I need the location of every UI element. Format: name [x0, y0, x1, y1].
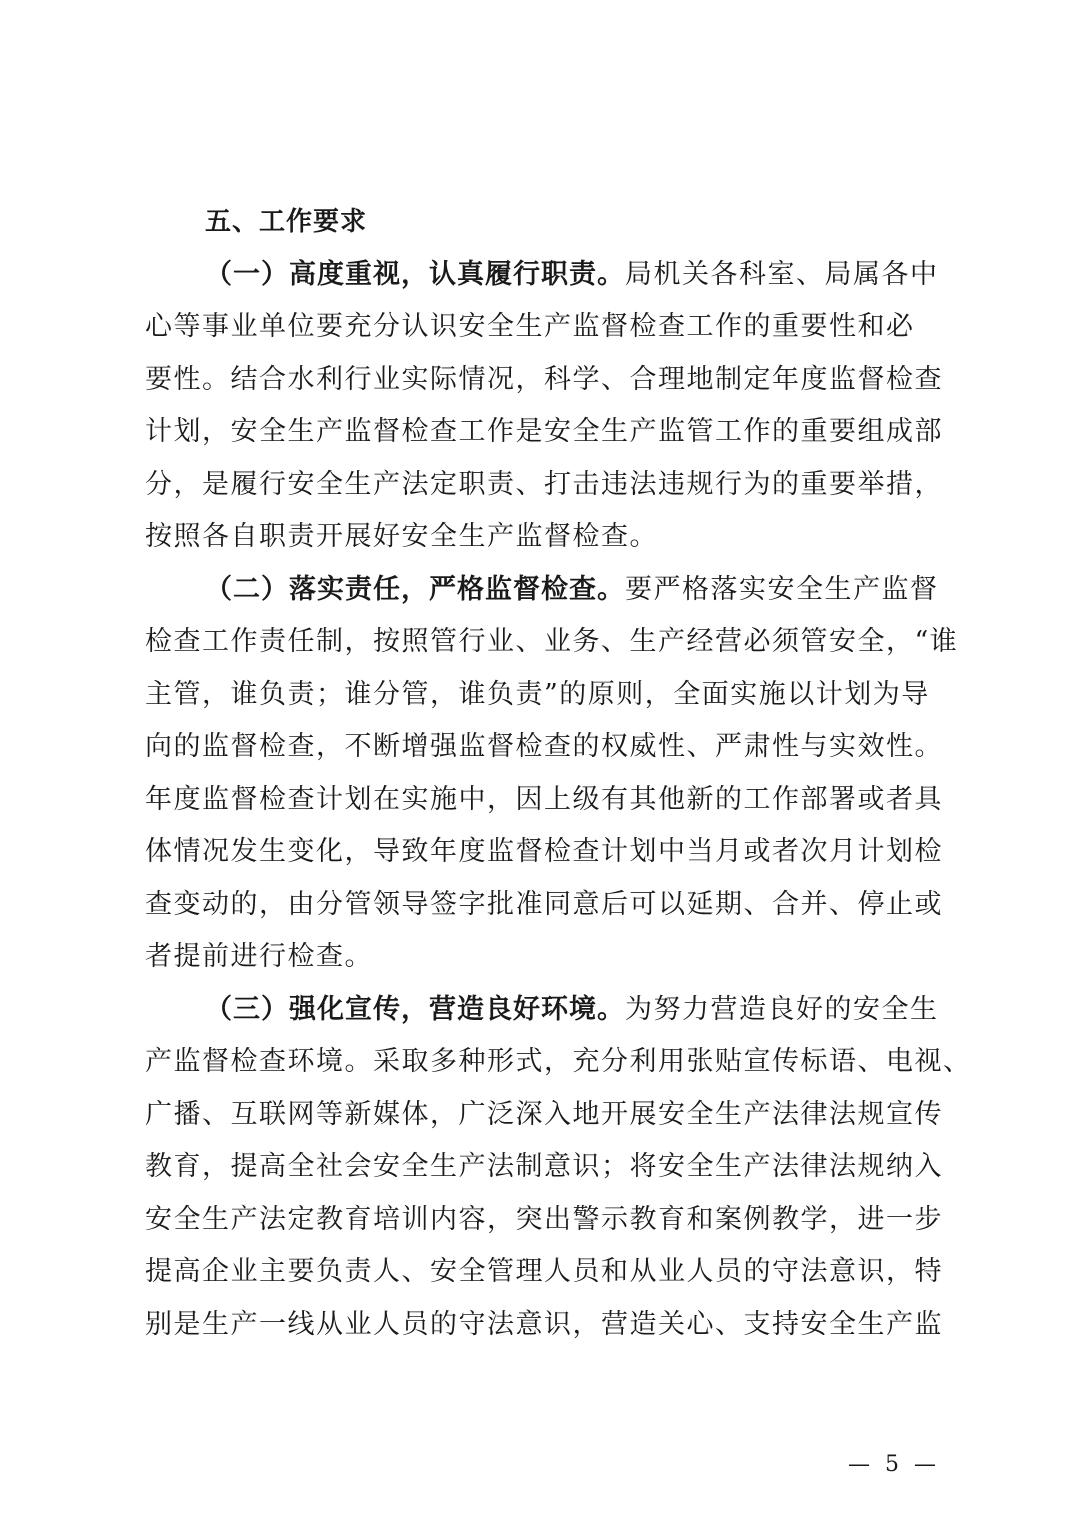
section-heading: 五、工作要求: [205, 207, 368, 237]
paragraph-line: [145, 984, 940, 1037]
paragraph-line: 体情况发生变化，导致年度监督检查计划中当月或者次月计划检: [145, 836, 943, 867]
paragraph-line: 计划，安全生产监督检查工作是安全生产监管工作的重要组成部: [145, 416, 943, 447]
paragraph-title: （一）高度重视，认真履行职责。: [205, 258, 625, 290]
paragraph-text: 要严格落实安全生产监督: [625, 573, 939, 605]
paragraph-title: （二）落实责任，严格监督检查。: [205, 573, 625, 605]
paragraph-text: 为努力营造良好的安全生: [625, 993, 939, 1025]
paragraph-line: 心等事业单位要充分认识安全生产监督检查工作的重要性和必: [145, 311, 915, 342]
paragraph-title: （三）强化宣传，营造良好环境。: [205, 993, 625, 1025]
paragraph-2: [145, 564, 959, 984]
paragraph-line: 检查工作责任制，按照管行业、业务、生产经营必须管安全，“谁: [145, 626, 959, 657]
paragraph-line: 向的监督检查，不断增强监督检查的权威性、严肃性与实效性。: [145, 731, 943, 762]
paragraph-line: 查变动的，由分管领导签字批准同意后可以延期、合并、停止或: [145, 888, 943, 920]
paragraph-line: [145, 564, 940, 617]
paragraph-line: 主管，谁负责；谁分管，谁负责”的原则，全面实施以计划为导: [145, 678, 930, 710]
paragraph-line: 分，是履行安全生产法定职责、打击违法违规行为的重要举措，: [145, 468, 943, 500]
paragraph-text: 局机关各科室、局属各中: [625, 258, 939, 290]
paragraph-line: 广播、互联网等新媒体，广泛深入地开展安全生产法律法规宣传: [145, 1098, 943, 1130]
paragraph-1: [145, 249, 943, 564]
paragraph-line: 别是生产一线从业人员的守法意识，营造关心、支持安全生产监: [145, 1308, 943, 1340]
paragraph-3: [145, 984, 972, 1352]
paragraph-line: 者提前进行检查。: [145, 941, 373, 972]
document-body: [145, 196, 972, 1351]
paragraph-line: 按照各自职责开展好安全生产监督检查。: [145, 521, 658, 552]
paragraph-line: 年度监督检查计划在实施中，因上级有其他新的工作部署或者具: [145, 783, 943, 815]
paragraph-line: 要性。结合水利行业实际情况，科学、合理地制定年度监督检查: [145, 363, 943, 395]
paragraph-line: [145, 249, 940, 302]
paragraph-line: 教育，提高全社会安全生产法制意识；将安全生产法律法规纳入: [145, 1151, 943, 1182]
page-number: — 5 —: [848, 1452, 940, 1477]
paragraph-line: 安全生产法定教育培训内容，突出警示教育和案例教学，进一步: [145, 1203, 943, 1235]
paragraph-line: 产监督检查环境。采取多种形式，充分利用张贴宣传标语、电视、: [145, 1046, 972, 1077]
paragraph-line: 提高企业主要负责人、安全管理人员和从业人员的守法意识，特: [145, 1256, 943, 1287]
